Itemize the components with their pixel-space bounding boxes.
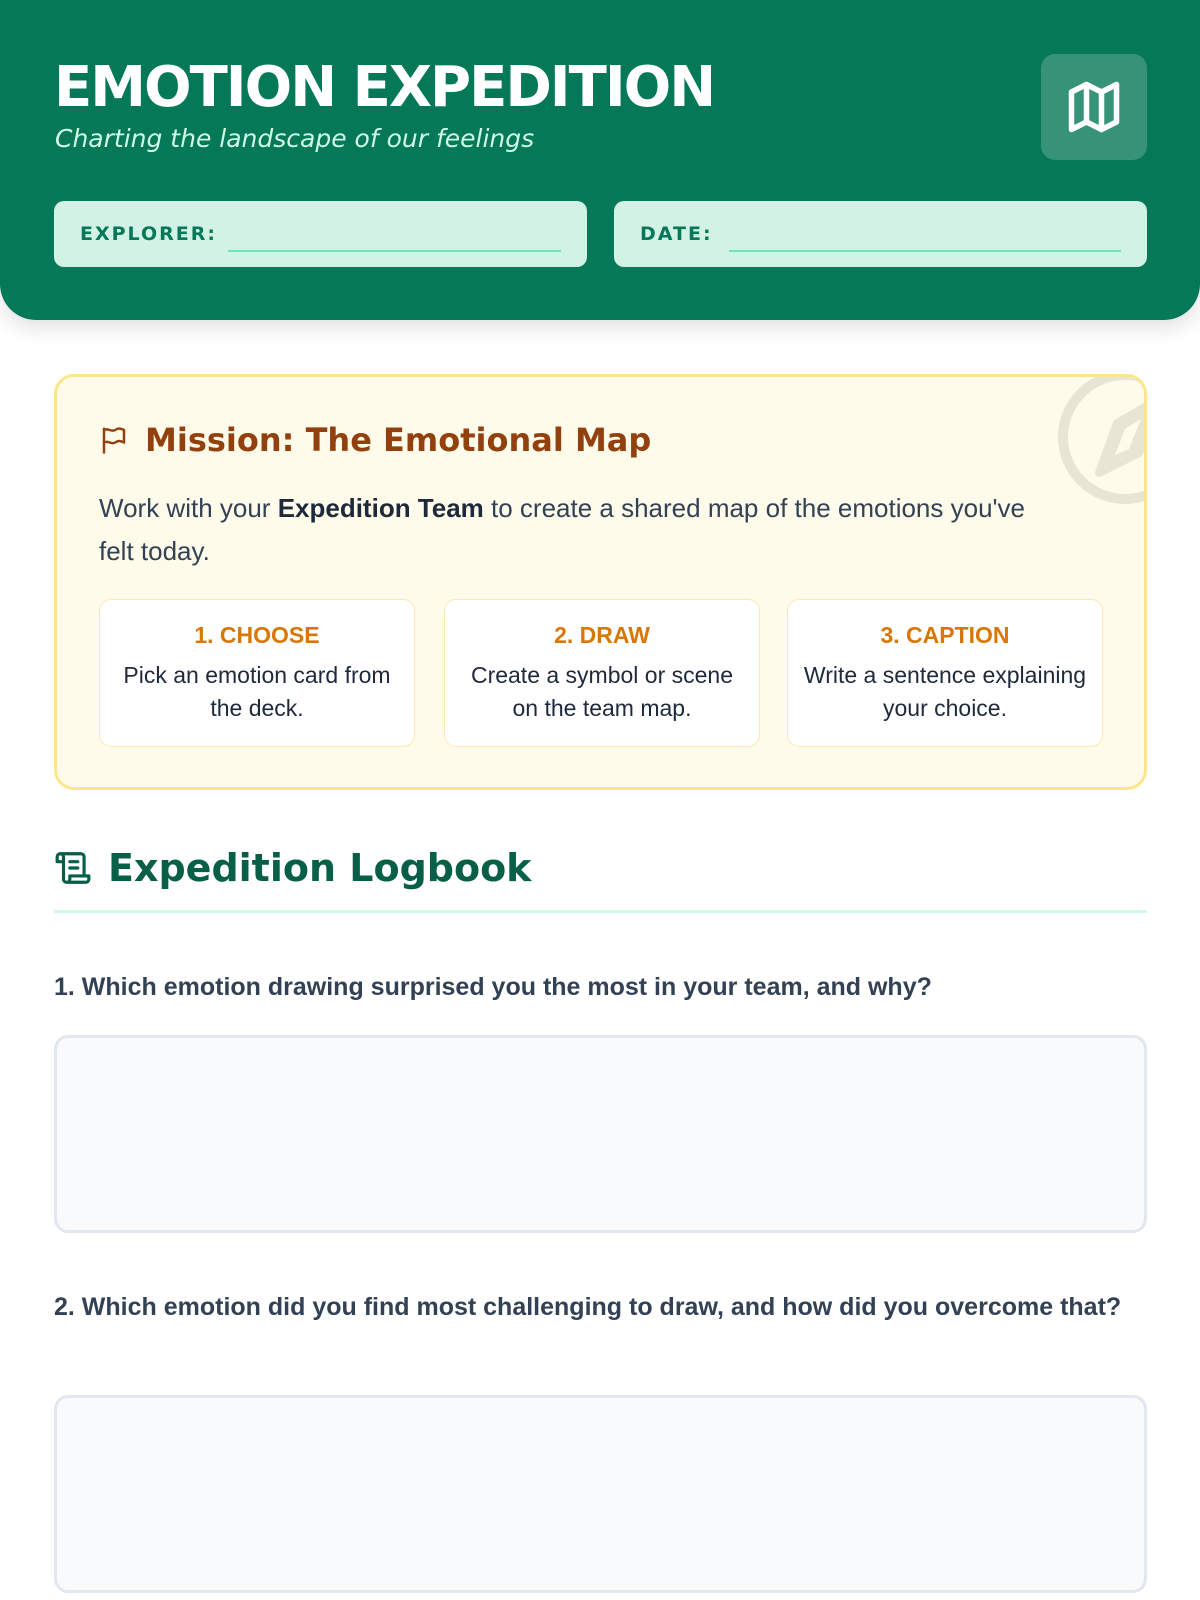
date-label: DATE:	[640, 223, 713, 245]
explorer-label: EXPLORER:	[80, 223, 217, 245]
step-card-choose	[99, 599, 415, 747]
step-title: 3. CAPTION	[880, 622, 1010, 648]
mission-text-start: Work with your	[99, 493, 278, 523]
step-title: 2. DRAW	[554, 622, 650, 648]
step-card-caption	[787, 599, 1103, 747]
answer-box-1[interactable]	[54, 1035, 1147, 1233]
mission-text-end: to create a shared map of the emotions you've felt today.	[99, 493, 1025, 566]
mission-card	[54, 374, 1147, 790]
flag-icon	[99, 424, 129, 456]
step-text: Pick an emotion card from the deck.	[123, 662, 391, 721]
explorer-input-line[interactable]	[228, 250, 561, 252]
answer-box-2[interactable]	[54, 1395, 1147, 1593]
page-title: EMOTION EXPEDITION	[54, 55, 715, 120]
step-card-draw	[444, 599, 760, 747]
step-title: 1. CHOOSE	[194, 622, 320, 648]
mission-text-bold: Expedition Team	[277, 493, 484, 523]
mission-header	[99, 421, 651, 459]
map-icon	[1064, 77, 1124, 137]
worksheet-header	[0, 0, 1200, 320]
page-subtitle: Charting the landscape of our feelings	[55, 124, 535, 153]
date-field[interactable]	[614, 201, 1147, 267]
map-button[interactable]	[1041, 54, 1147, 160]
step-text: Create a symbol or scene on the team map.	[470, 662, 734, 721]
mission-title: Mission: The Emotional Map	[145, 421, 652, 459]
question-1: 1. Which emotion drawing surprised you the most in your team, and why?	[54, 973, 932, 1001]
logbook-title: Expedition Logbook	[108, 846, 532, 890]
logbook-header	[54, 846, 531, 890]
scroll-icon	[54, 849, 92, 887]
divider	[54, 910, 1147, 913]
question-2: 2. Which emotion did you find most challenging to draw, and how did you overcome that?	[54, 1293, 1122, 1321]
mission-description	[99, 487, 1059, 573]
date-input-line[interactable]	[729, 250, 1121, 252]
step-text: Write a sentence explaining your choice.	[803, 662, 1087, 721]
explorer-field[interactable]	[54, 201, 587, 267]
